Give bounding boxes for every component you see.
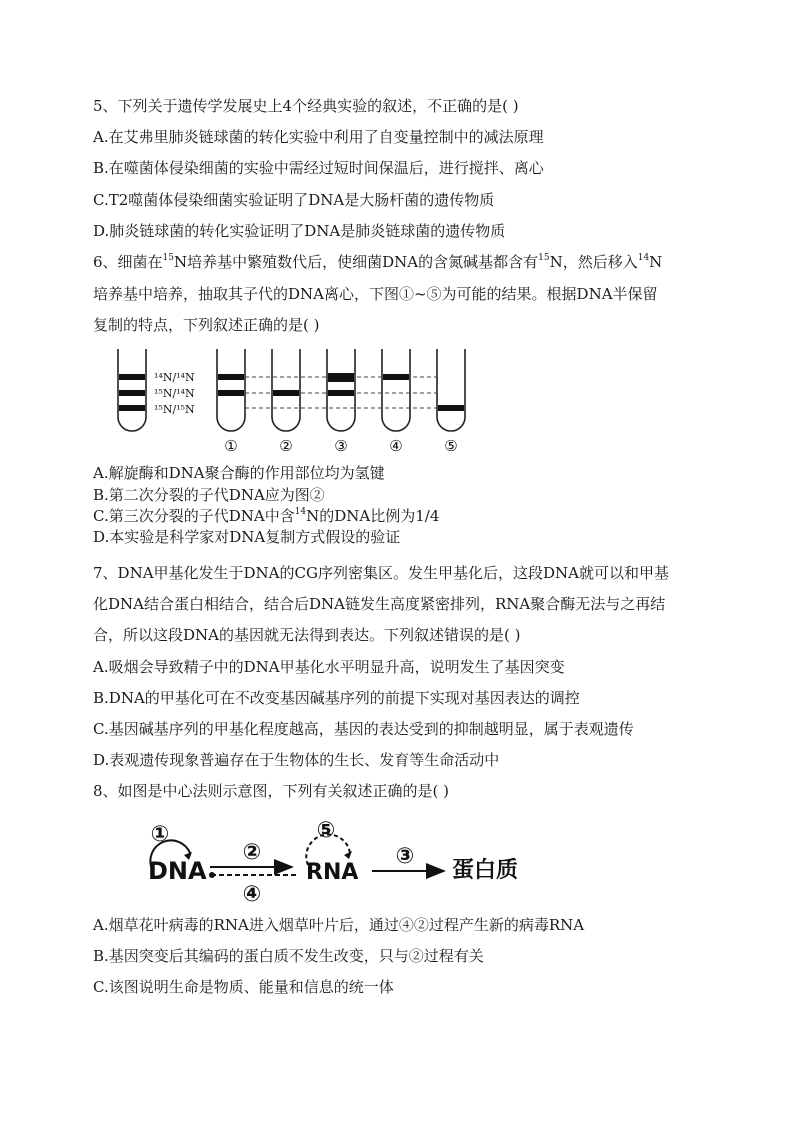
label-14n-14n: ¹⁴N/¹⁴N (154, 371, 195, 384)
q7-stem-line2: 化DNA结合蛋白相结合，结合后DNA链发生高度紧密排列，RNA聚合酶无法与之再结 (93, 595, 666, 613)
q7-option-a: A.吸烟会导致精子中的DNA甲基化水平明显升高，说明发生了基因突变 (93, 658, 565, 676)
tube-label-1: ① (224, 437, 238, 455)
number-3: ③ (395, 844, 415, 869)
q5-option-d: D.肺炎链球菌的转化实验证明了DNA是肺炎链球菌的遗传物质 (93, 222, 506, 240)
tube-label-5: ⑤ (444, 437, 458, 455)
q6-stem-line3: 复制的特点，下列叙述正确的是( ) (93, 316, 320, 334)
tube1-band-mid (218, 390, 244, 396)
centrifuge-tubes-figure (110, 345, 480, 455)
tube4-band-top (383, 374, 409, 380)
central-dogma-diagram (140, 815, 540, 905)
q5-stem: 5、下列关于遗传学发展史上4个经典实验的叙述，不正确的是( ) (93, 97, 519, 115)
q5-option-a: A.在艾弗里肺炎链球菌的转化实验中利用了自变量控制中的减法原理 (93, 128, 544, 146)
tube1-band-top (218, 374, 244, 380)
q7-option-d: D.表观遗传现象普遍存在于生物体的生长、发育等生命活动中 (93, 751, 500, 769)
tube3-band-mid (328, 390, 354, 396)
q7-option-b: B.DNA的甲基化可在不改变基因碱基序列的前提下实现对基因表达的调控 (93, 689, 580, 707)
label-15n-14n: ¹⁵N/¹⁴N (154, 387, 195, 400)
protein-label: 蛋白质 (452, 858, 519, 883)
number-4: ④ (242, 882, 262, 905)
q5-option-c: C.T2噬菌体侵染细菌实验证明了DNA是大肠杆菌的遗传物质 (93, 191, 495, 209)
dna-label: DNA (148, 857, 207, 885)
tube-label-3: ③ (334, 437, 348, 455)
tube-label-4: ④ (389, 437, 403, 455)
q5-option-b: B.在噬菌体侵染细菌的实验中需经过短时间保温后，进行搅拌、离心 (93, 159, 544, 177)
q8-option-b: B.基因突变后其编码的蛋白质不发生改变，只与②过程有关 (93, 947, 484, 965)
q8-option-c: C.该图说明生命是物质、能量和信息的统一体 (93, 978, 394, 996)
tube-3 (327, 349, 355, 431)
tube-label-2: ② (279, 437, 293, 455)
q6-option-b: B.第二次分裂的子代DNA应为图② (93, 486, 325, 504)
q8-stem: 8、如图是中心法则示意图，下列有关叙述正确的是( ) (93, 782, 450, 800)
q6-stem-line2: 培养基中培养，抽取其子代的DNA离心，下图①~⑤为可能的结果。根据DNA半保留 (93, 285, 658, 303)
q7-stem-line3: 合，所以这段DNA的基因就无法得到表达。下列叙述错误的是( ) (93, 626, 521, 644)
rna-label: RNA (306, 860, 359, 885)
q6-option-d: D.本实验是科学家对DNA复制方式假设的验证 (93, 528, 401, 546)
q8-option-a: A.烟草花叶病毒的RNA进入烟草叶片后，通过④②过程产生新的病毒RNA (93, 916, 585, 934)
q7-option-c: C.基因碱基序列的甲基化程度越高，基因的表达受到的抑制越明显，属于表观遗传 (93, 720, 634, 738)
number-1: ① (150, 822, 170, 847)
tube3-band-top (328, 373, 354, 382)
q6-stem-line1: 6、细菌在$^{15}$N培养基中繁殖数代后，使细菌DNA的含氮碱基都含有$^{15}$N，然后移入$^{14}$N (93, 253, 663, 271)
tube2-band-mid (273, 390, 299, 396)
number-2: ② (242, 840, 262, 865)
q6-option-a: A.解旋酶和DNA聚合酶的作用部位均为氢键 (93, 464, 385, 482)
number-5: ⑤ (316, 818, 336, 843)
q6-option-c: C.第三次分裂的子代DNA中含$^{14}$N的DNA比例为1/4 (93, 507, 440, 525)
ref-band-15-14 (119, 390, 145, 396)
tube5-band-bot (438, 405, 464, 411)
tube-5 (437, 349, 465, 431)
ref-band-15-15 (119, 405, 145, 411)
q7-stem-line1: 7、DNA甲基化发生于DNA的CG序列密集区。发生甲基化后，这段DNA就可以和甲基 (93, 564, 669, 582)
label-15n-15n: ¹⁵N/¹⁵N (154, 403, 195, 416)
tube-4 (382, 349, 410, 431)
ref-band-14-14 (119, 374, 145, 380)
